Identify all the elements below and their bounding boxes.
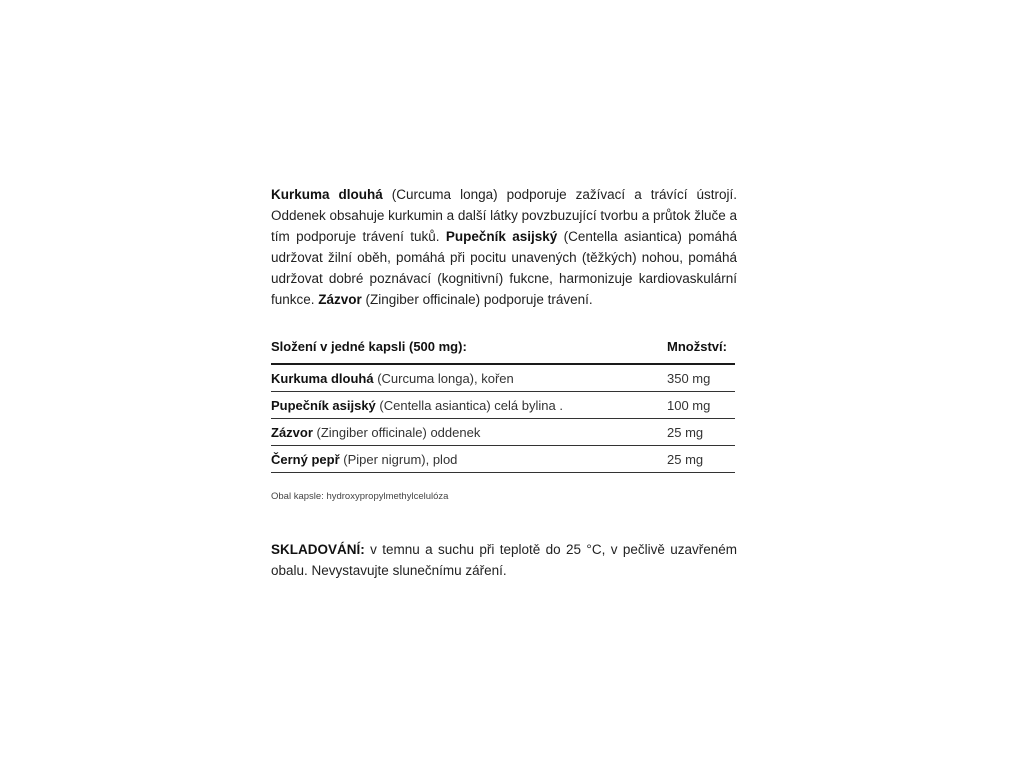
product-description xyxy=(271,184,737,581)
table-row xyxy=(271,446,735,473)
ingredient-cell xyxy=(271,419,661,446)
ingredient-name: Pupečník asijský xyxy=(271,397,376,413)
intro-paragraph xyxy=(271,184,737,310)
ingredient-amount: 350 mg xyxy=(661,364,735,392)
amount-header: Množství: xyxy=(661,337,735,364)
ingredient-amount: 100 mg xyxy=(661,392,735,419)
storage-label: SKLADOVÁNÍ: xyxy=(271,542,365,557)
ingredient-desc: (Piper nigrum), plod xyxy=(339,451,458,467)
table-row xyxy=(271,392,735,419)
ingredient-amount: 25 mg xyxy=(661,446,735,473)
herb-name-pupecnik: Pupečník asijský xyxy=(445,229,558,244)
ingredient-cell xyxy=(271,446,661,473)
storage-text: v temnu a suchu při teplotě do 25 °C, v pečlivě uzavřeném obalu. Nevystavujte slunečnímu záření. xyxy=(271,542,737,578)
storage-paragraph xyxy=(271,539,737,581)
herb-name-zazvor: Zázvor xyxy=(318,292,362,307)
ingredient-desc: (Curcuma longa), kořen xyxy=(373,370,514,386)
ingredient-desc: (Centella asiantica) celá bylina . xyxy=(375,397,563,413)
table-row xyxy=(271,419,735,446)
composition-header: Složení v jedné kapsli (500 mg): xyxy=(271,337,661,364)
ingredient-cell xyxy=(271,392,661,419)
table-row xyxy=(271,364,735,392)
herb-text-pupecnik: (Centella asiantica) pomáhá udržovat žilní oběh, pomáhá při pocitu unavených (těžkých) nohou, pomáhá udržovat dobré poznávací (kognitivní) fukcne, harmonizuje kardiovaskulární funkce. xyxy=(271,229,737,307)
composition-table xyxy=(271,337,735,473)
herb-text-kurkuma: (Curcuma longa) podporuje zažívací a trávící ústrojí. Oddenek obsahuje kurkumin a další látky povzbuzující tvorbu a průtok žluče a tím podporuje trávení tuků. xyxy=(271,187,738,244)
ingredient-amount: 25 mg xyxy=(661,419,735,446)
herb-name-kurkuma: Kurkuma dlouhá xyxy=(271,187,383,202)
herb-text-zazvor: (Zingiber officinale) podporuje trávení. xyxy=(361,292,593,307)
ingredient-cell xyxy=(271,364,661,392)
capsule-note: Obal kapsle: hydroxypropylmethylcelulóza xyxy=(271,491,449,502)
table-header-row xyxy=(271,337,735,364)
ingredient-name: Černý pepř xyxy=(271,451,340,467)
ingredient-name: Zázvor xyxy=(271,424,313,440)
ingredient-desc: (Zingiber officinale) oddenek xyxy=(312,424,481,440)
ingredient-name: Kurkuma dlouhá xyxy=(271,370,374,386)
